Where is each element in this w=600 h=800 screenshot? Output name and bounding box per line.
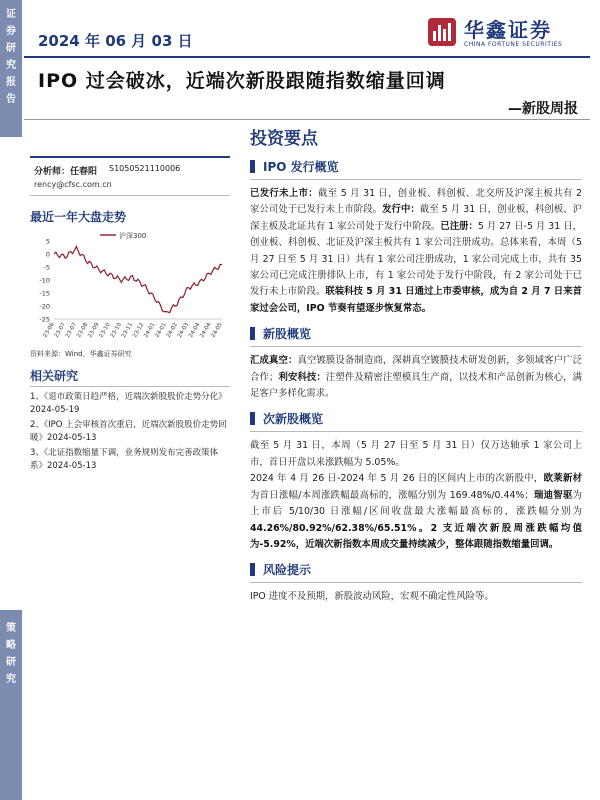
key-points-title: 投资要点 [250,129,318,149]
y-tick-label: 5 [45,237,50,246]
related-item[interactable]: 3、《北证指数缩量下调，业务规则发布完善政策体系》2024-05-13 [30,448,219,471]
logo-text-cn: 华鑫证券 [464,18,552,42]
y-tick-label: -10 [39,276,50,285]
market-trend-heading: 最近一年大盘走势 [30,210,127,224]
x-tick-label: 24-05 [210,322,224,339]
header-rule [24,56,590,58]
legend-label: 沪深300 [119,232,147,240]
ipo-paragraph: 已发行未上市：截至 5 月 31 日，创业板、科创板、北交所及沪深主板共有 2 家公司处于已发行未上市阶段。发行中：截至 5 月 31 日，创业板、科创板、沪深主板及北证共有 1 家公司处于发行中阶段。已注册：5 月 27 日-5 月 31 日，创业板、科创板、北证及沪深主板共有 1 家公司注册成功。总体来看，本周（5 月 27 日至 5 月 31 日）共有 1 家公司注册成功，1 家公司完成上市，共有 35 家公司已完成注册排队上市，有 1 家公司处于发行中阶段，有 2 家公司处于已发行未上市阶段。联装科技 5 月 31 日通过上市委审核，成为自 2 月 7 日来首家过会公司，IPO 节奏有望逐步恢复常态。 [250,188,582,314]
x-tick-label: 24-02 [165,322,179,339]
y-tick-label: -25 [39,315,50,324]
chart-svg [30,227,230,347]
x-tick-label: 24-04 [188,322,202,339]
sub-new-paragraph-2: 2024 年 4 月 26 日-2024 年 5 月 26 日的区间内上市的次新股中，欧莱新材为首日涨幅/本周涨跌幅最高标的，涨幅分别为 169.48%/0.44%；瑞迪智驱为上市后 5/10/30 日涨幅/区间收盘最大涨幅最高标的，涨跌幅分别为44.26%/80.92%/62.38%/65.51%。2 支近端次新股周涨跌幅均值为-5.92%，近端次新指数本周成交量持续减少，整体跟随指数缩量回调。 [250,473,582,550]
report-date: 2024 年 06 月 03 日 [38,32,193,50]
y-tick-label: -20 [39,302,50,311]
right-column [250,158,582,606]
x-tick-label: 24-04 [199,322,213,339]
sidebar-bottom-label: 策 略 研 究 [0,610,22,800]
x-tick-label: 23-10 [98,322,112,339]
section-marker [250,563,255,576]
analyst-name: 分析师：任春阳 [34,167,98,177]
x-tick-label: 24-03 [176,322,191,339]
x-tick-label: 23-11 [120,322,135,339]
title-rule [24,119,590,120]
logo-mark-icon [428,18,456,46]
sidebar [0,0,24,800]
section-marker [250,160,255,173]
related-item[interactable]: 2、《IPO 上会审核首次重启，近端次新股股价走势回暖》2024-05-13 [30,420,227,443]
section-risk-heading: 风险提示 [250,561,582,578]
section-ipo-heading: IPO 发行概览 [250,158,582,175]
section-sub-new-heading: 次新股概览 [250,410,582,427]
report-subtitle: —新股周报 [508,101,578,117]
related-heading: 相关研究 [30,367,230,387]
analyst-email[interactable]: rency@cfsc.com.cn [34,180,112,189]
x-tick-label: 23-06 [42,322,56,339]
y-tick-label: 0 [45,250,50,259]
company-logo [428,14,588,54]
x-tick-label: 23-08 [76,322,90,339]
section-marker [250,412,255,425]
left-column [30,156,230,475]
x-tick-label: 23-07 [64,322,79,339]
y-tick-label: -15 [39,289,50,298]
x-tick-label: 23-07 [53,322,67,339]
new-stock-paragraph: 汇成真空：真空镀膜设备制造商，深耕真空镀膜技术研发创新，多领域客户广泛合作；利安科技：注塑件及精密注塑模具生产商，以技术和产品创新为核心，满足客户多样化需求。 [250,355,582,400]
x-tick-label: 24-01 [143,322,157,339]
series-line-hs300 [54,247,222,313]
logo-text-en: CHINA FORTUNE SECURITIES [464,41,563,48]
analyst-info [30,156,230,196]
x-tick-label: 23-12 [132,322,146,339]
related-item[interactable]: 1、《退市政策日趋严格，近端次新股股价走势分化》2024-05-19 [30,392,227,415]
chart-source: 资料来源：Wind，华鑫证券研究 [30,350,132,358]
section-marker [250,327,255,340]
analyst-id: S1050521110006 [109,164,181,173]
y-tick-label: -5 [43,263,50,272]
x-tick-label: 23-10 [109,322,123,339]
market-trend-chart [30,227,230,347]
section-new-stock-heading: 新股概览 [250,325,582,342]
related-research [30,367,230,473]
risk-paragraph: IPO 进度不及预期，新股波动风险，宏观不确定性风险等。 [250,591,494,603]
sidebar-top-label: 证 券 研 究 报 告 [0,0,22,137]
x-tick-label: 23-09 [87,322,101,339]
report-title: IPO 过会破冰，近端次新股跟随指数缩量回调 [38,70,446,92]
sub-new-paragraph-1: 截至 5 月 31 日，本周（5 月 27 日至 5 月 31 日）仅万达轴承 1 家公司上市，首日开盘以来涨跌幅为 5.05%。 [250,440,582,468]
x-tick-label: 24-01 [154,322,168,339]
